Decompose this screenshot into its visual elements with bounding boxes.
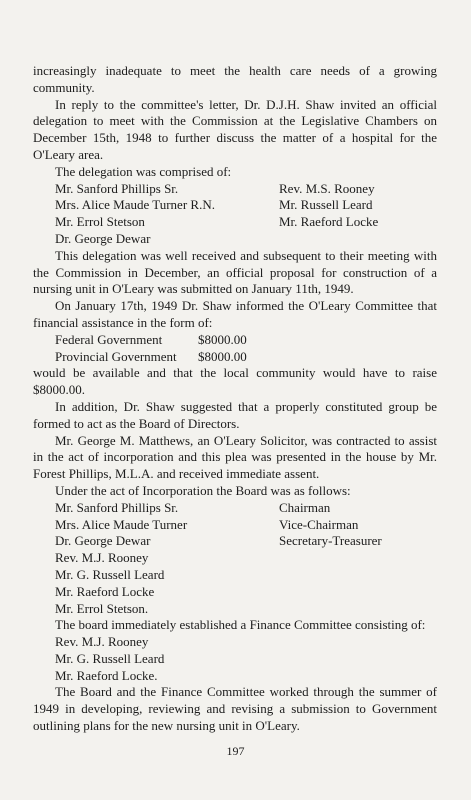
member-role <box>279 550 437 567</box>
list-item <box>33 517 437 534</box>
member-name: Mr. Raeford Locke <box>279 214 379 230</box>
list-item <box>33 567 437 584</box>
paragraph: In reply to the committee's letter, Dr. D.J.H. Shaw invited an official delegation to meet with the Commission at the Legislative Chambers on December 15th, 1948 to further discuss the matter of a hospital for the O'Leary area. <box>33 96 437 162</box>
list-item <box>33 181 437 198</box>
member-role <box>279 601 437 618</box>
member-role <box>279 584 437 601</box>
paragraph: The Board and the Finance Committee worked through the summer of 1949 in developing, reviewing and revising a submission to Government outlining plans for the new nursing unit in O'Leary. <box>33 684 437 734</box>
member-name: Mr. Raeford Locke <box>55 583 155 599</box>
member-name: Mr. Sanford Phillips Sr. <box>55 499 179 515</box>
financial-list <box>33 332 437 366</box>
list-item <box>33 332 437 349</box>
page-body <box>33 63 437 735</box>
member-name: Mr. Sanford Phillips Sr. <box>55 180 179 196</box>
member-name: Mr. Errol Stetson <box>55 214 145 230</box>
member-role: Secretary-Treasurer <box>279 533 382 549</box>
paragraph: The delegation was comprised of: <box>55 163 232 179</box>
member-name: Mrs. Alice Maude Turner R.N. <box>55 197 215 213</box>
finance-committee-list <box>55 634 437 684</box>
list-item <box>33 231 437 248</box>
member-name: Mr. G. Russell Leard <box>55 566 165 582</box>
list-item <box>33 500 437 517</box>
member-name <box>279 231 437 248</box>
list-item <box>33 197 437 214</box>
member-name: Dr. George Dewar <box>55 533 151 549</box>
member-role: Vice-Chairman <box>279 516 359 532</box>
list-item <box>33 533 437 550</box>
member-role <box>279 567 437 584</box>
paragraph: Mr. George M. Matthews, an O'Leary Solicitor, was contracted to assist in the act of incorporation and this plea was presented in the house by Mr. Forest Phillips, M.L.A. and received immediate assent. <box>33 432 437 482</box>
list-item: Rev. M.J. Rooney <box>55 634 149 650</box>
board-list <box>33 500 437 618</box>
paragraph: The board immediately established a Finance Committee consisting of: <box>55 617 426 633</box>
paragraph: This delegation was well received and subsequent to their meeting with the Commission in December, an official proposal for construction of a nursing unit in O'Leary was submitted on January 11th, 1949. <box>33 247 437 297</box>
list-item: Mr. G. Russell Leard <box>55 650 165 666</box>
list-item <box>33 584 437 601</box>
paragraph: In addition, Dr. Shaw suggested that a properly constituted group be formed to act as the Board of Directors. <box>33 398 437 431</box>
list-item <box>33 550 437 567</box>
list-item <box>33 601 437 618</box>
funding-amount: $8000.00 <box>198 331 247 347</box>
delegation-list <box>33 181 437 248</box>
paragraph: would be available and that the local community would have to raise $8000.00. <box>33 365 437 398</box>
funding-source: Federal Government <box>55 331 163 347</box>
member-name: Mr. Russell Leard <box>279 197 373 213</box>
list-item <box>33 349 437 366</box>
member-name: Dr. George Dewar <box>55 230 151 246</box>
paragraph: On January 17th, 1949 Dr. Shaw informed the O'Leary Committee that financial assistance in the form of: <box>33 298 437 330</box>
list-item: Mr. Raeford Locke. <box>55 667 158 683</box>
member-name: Rev. M.J. Rooney <box>55 550 149 566</box>
funding-amount: $8000.00 <box>198 348 247 364</box>
paragraph: Under the act of Incorporation the Board was as follows: <box>55 482 351 498</box>
member-role: Chairman <box>279 499 331 515</box>
member-name: Mrs. Alice Maude Turner <box>55 516 188 532</box>
member-name: Mr. Errol Stetson. <box>55 600 149 616</box>
page-number: 197 <box>226 744 245 758</box>
paragraph: increasingly inadequate to meet the health care needs of a growing community. <box>33 63 437 95</box>
member-name: Rev. M.S. Rooney <box>279 180 375 196</box>
funding-source: Provincial Government <box>55 348 177 364</box>
list-item <box>33 214 437 231</box>
